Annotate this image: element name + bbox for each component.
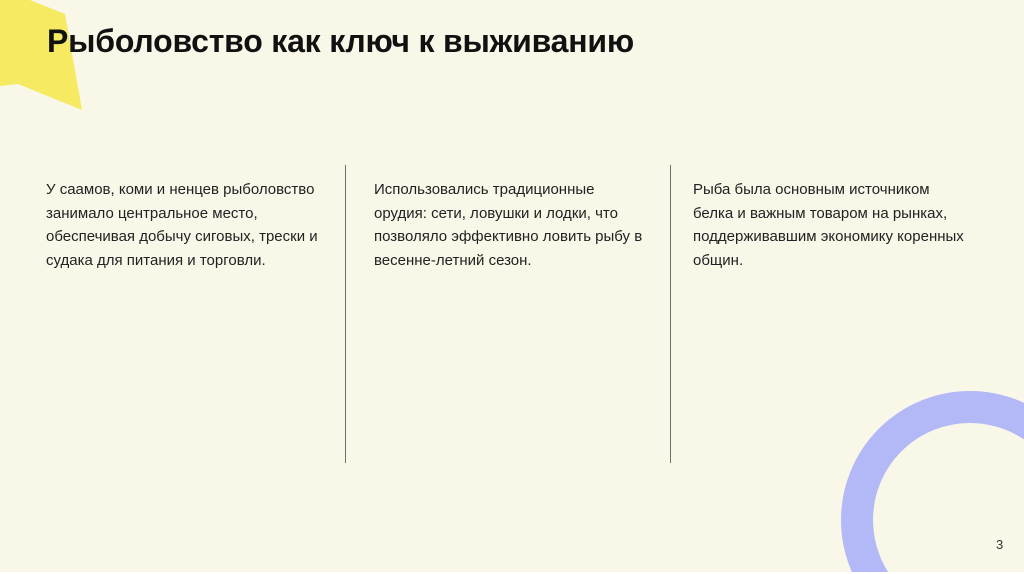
column-text-2: Использовались традиционные орудия: сети, ловушки и лодки, что позволяло эффективно ловить рыбу в весенне-летний сезон. — [374, 181, 643, 269]
column-divider — [670, 165, 671, 463]
page-number: 3 — [996, 537, 1004, 552]
column-text-1: У саамов, коми и ненцев рыболовство занимало центральное место, обеспечивая добычу сиговых, трески и судака для питания и торговли. — [46, 181, 318, 269]
column-divider — [345, 165, 346, 463]
column-text-3: Рыба была основным источником белка и важным товаром на рынках, поддерживавшим экономику коренных общин. — [693, 181, 964, 269]
star-decoration — [0, 0, 120, 120]
slide-title: Рыболовство как ключ к выживанию — [47, 23, 634, 59]
